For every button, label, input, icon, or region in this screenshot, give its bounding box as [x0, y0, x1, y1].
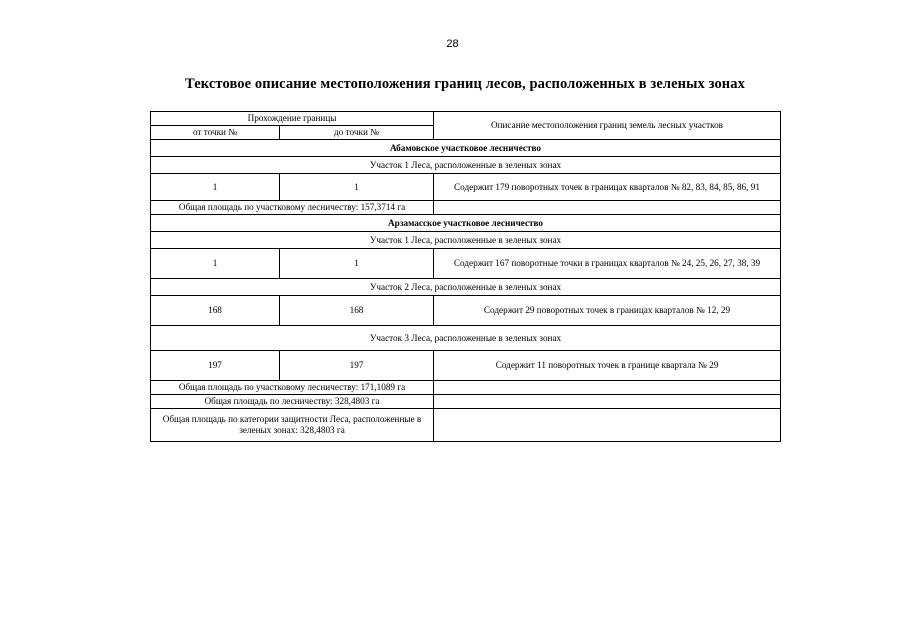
forestry-name: Арзамасское участковое лесничество: [151, 215, 781, 232]
table-row: [151, 249, 781, 279]
to-point-value: 168: [280, 296, 434, 326]
forestry-total: Общая площадь по участковому лесничеству: 157,3714 га: [151, 201, 434, 215]
plot-label-row: [151, 326, 781, 351]
total-row: [151, 381, 781, 395]
plot-label-row: [151, 157, 781, 174]
plot-label: Участок 3 Леса, расположенные в зеленых зонах: [151, 326, 781, 351]
table-row: [151, 351, 781, 381]
from-point-value: 1: [151, 249, 280, 279]
plot-description: Содержит 167 поворотные точки в границах кварталов № 24, 25, 26, 27, 38, 39: [434, 249, 781, 279]
plot-label: Участок 1 Леса, расположенные в зеленых зонах: [151, 157, 781, 174]
boundaries-table: [150, 111, 781, 442]
total-row: [151, 395, 781, 409]
empty-cell: [434, 381, 781, 395]
forestry-grand-total: Общая площадь по лесничеству: 328,4803 га: [151, 395, 434, 409]
to-point-value: 197: [280, 351, 434, 381]
forestry-name: Абамовское участковое лесничество: [151, 140, 781, 157]
document-title: Текстовое описание местоположения границ лесов, расположенных в зеленых зонах: [185, 76, 745, 92]
table-row: [151, 296, 781, 326]
empty-cell: [434, 409, 781, 442]
forestry-total: Общая площадь по участковому лесничеству: 171,1089 га: [151, 381, 434, 395]
page-number: 28: [446, 38, 459, 50]
empty-cell: [434, 395, 781, 409]
section-row: [151, 215, 781, 232]
from-point-value: 168: [151, 296, 280, 326]
from-point-value: 1: [151, 174, 280, 201]
total-row: [151, 201, 781, 215]
plot-label-row: [151, 279, 781, 296]
plot-label-row: [151, 232, 781, 249]
section-row: [151, 140, 781, 157]
from-point-value: 197: [151, 351, 280, 381]
plot-description: Содержит 11 поворотных точек в границе квартала № 29: [434, 351, 781, 381]
table-row: [151, 174, 781, 201]
header-to-point: до точки №: [280, 126, 434, 140]
plot-description: Содержит 29 поворотных точек в границах кварталов № 12, 29: [434, 296, 781, 326]
to-point-value: 1: [280, 249, 434, 279]
plot-label: Участок 1 Леса, расположенные в зеленых зонах: [151, 232, 781, 249]
header-from-point: от точки №: [151, 126, 280, 140]
header-row-1: [151, 112, 781, 126]
category-total: Общая площадь по категории защитности Леса, расположенные в зеленых зонах: 328,4803 га: [151, 409, 434, 442]
empty-cell: [434, 201, 781, 215]
total-row: [151, 409, 781, 442]
header-description: Описание местоположения границ земель лесных участков: [434, 112, 781, 140]
to-point-value: 1: [280, 174, 434, 201]
header-passage: Прохождение границы: [151, 112, 434, 126]
plot-label: Участок 2 Леса, расположенные в зеленых зонах: [151, 279, 781, 296]
plot-description: Содержит 179 поворотных точек в границах кварталов № 82, 83, 84, 85, 86, 91: [434, 174, 781, 201]
